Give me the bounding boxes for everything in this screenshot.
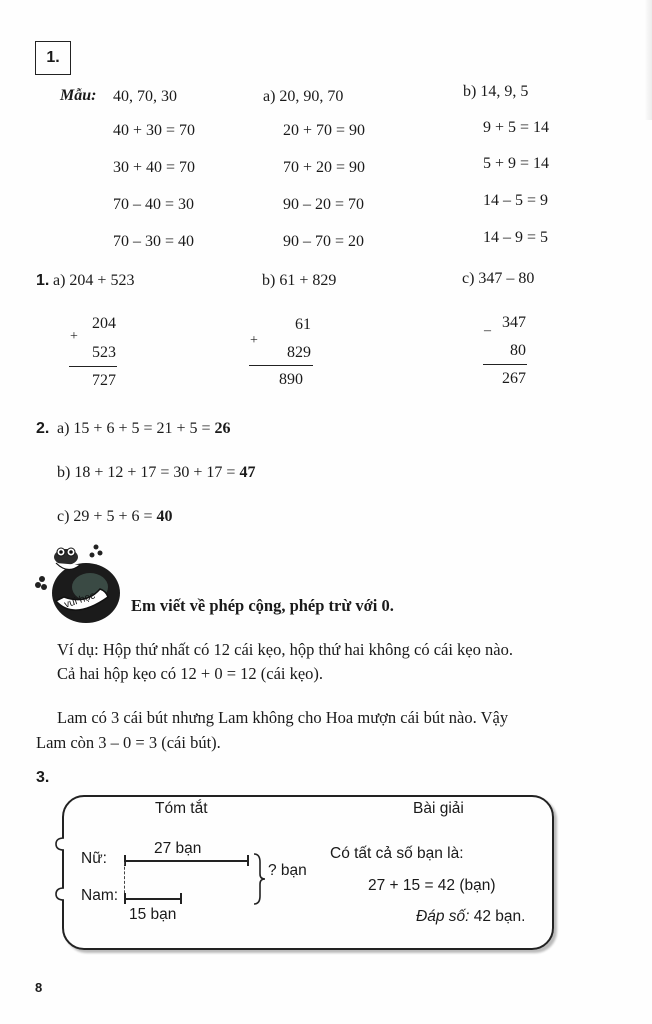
ex2-line-c <box>57 508 173 526</box>
girls-segment-end-tick <box>247 855 249 866</box>
summary-title: Tóm tắt <box>155 800 208 817</box>
sample-label: Mẫu: <box>60 87 97 104</box>
exercise-3-frame <box>62 795 554 950</box>
boys-count: 15 bạn <box>129 906 177 923</box>
ex2-line-c-answer: 40 <box>156 508 173 525</box>
column-c-operator: – <box>484 323 491 338</box>
column-a-result: 727 <box>92 372 116 389</box>
part-b-equation: 5 + 9 = 14 <box>483 155 550 172</box>
answer-line <box>416 908 525 926</box>
frame-clip-icon <box>54 836 72 906</box>
page-number: 8 <box>35 980 43 995</box>
column-b-result: 890 <box>279 371 303 388</box>
answer-value: 42 bạn. <box>469 908 526 925</box>
part-b-set: b) 14, 9, 5 <box>463 83 529 100</box>
ex2-line-b-expression: b) 18 + 12 + 17 = 30 + 17 = <box>57 464 240 481</box>
part-a-equation: 20 + 70 = 90 <box>283 122 366 139</box>
ex2-line-b <box>57 464 255 482</box>
boys-label: Nam: <box>81 887 119 904</box>
sample-equation: 70 – 30 = 40 <box>113 233 195 250</box>
paragraph-2-line-2: Lam còn 3 – 0 = 3 (cái bút). <box>36 733 221 752</box>
ex1-problem-c: c) 347 – 80 <box>462 270 535 287</box>
girls-count: 27 bạn <box>154 840 202 857</box>
page-edge-shadow <box>644 0 652 120</box>
ex2-line-b-answer: 47 <box>239 464 256 481</box>
column-b-rule <box>249 365 313 366</box>
column-a-bottom: 523 <box>92 344 116 361</box>
part-a-equation: 90 – 70 = 20 <box>283 233 365 250</box>
ex2-number: 2. <box>36 420 50 437</box>
girls-label: Nữ: <box>81 850 107 867</box>
sample-equation: 30 + 40 = 70 <box>113 159 196 176</box>
paragraph-2-line-1: Lam có 3 cái bút nhưng Lam không cho Hoa mượn cái bút nào. Vậy <box>57 708 509 727</box>
exercise-box-label: 1. <box>46 49 60 66</box>
exercise-number-box <box>35 41 71 75</box>
vui-hoc-badge <box>34 543 126 623</box>
ex2-line-a-expression: a) 15 + 6 + 5 = 21 + 5 = <box>57 420 215 437</box>
ex3-number: 3. <box>36 769 50 786</box>
girls-segment <box>124 860 249 862</box>
column-c-top: 347 <box>502 314 526 331</box>
boys-segment <box>124 898 182 900</box>
part-b-equation: 14 – 9 = 5 <box>483 229 549 246</box>
boys-segment-start-tick <box>124 893 126 904</box>
solution-title: Bài giải <box>413 800 464 817</box>
ex1-number: 1. <box>36 272 50 289</box>
column-a-top: 204 <box>92 315 116 332</box>
column-b-bottom: 829 <box>287 344 311 361</box>
column-a-rule <box>69 366 117 367</box>
column-c-result: 267 <box>502 370 526 387</box>
ex1-problem-b: b) 61 + 829 <box>262 272 337 289</box>
sample-equation: 70 – 40 = 30 <box>113 196 195 213</box>
part-b-equation: 9 + 5 = 14 <box>483 119 550 136</box>
column-c-rule <box>483 364 527 365</box>
column-c-bottom: 80 <box>510 342 526 359</box>
column-a-operator: + <box>70 329 78 344</box>
part-a-set: a) 20, 90, 70 <box>263 88 344 105</box>
part-a-equation: 70 + 20 = 90 <box>283 159 366 176</box>
solution-line-1: Có tất cả số bạn là: <box>330 845 464 862</box>
sample-set: 40, 70, 30 <box>113 88 177 105</box>
column-b-operator: + <box>250 333 258 348</box>
boys-segment-end-tick <box>180 893 182 904</box>
example-line-2: Cả hai hộp kẹo có 12 + 0 = 12 (cái kẹo). <box>57 664 324 683</box>
part-a-equation: 90 – 20 = 70 <box>283 196 365 213</box>
column-b-top: 61 <box>295 316 311 333</box>
solution-line-2: 27 + 15 = 42 (bạn) <box>368 877 496 894</box>
frog-mascot-icon <box>34 543 126 623</box>
total-brace-icon <box>252 852 266 906</box>
ex2-line-c-expression: c) 29 + 5 + 6 = <box>57 508 157 525</box>
ex2-line-a <box>57 420 231 438</box>
ex2-line-a-answer: 26 <box>214 420 231 437</box>
total-question: ? bạn <box>268 862 307 879</box>
example-line-1: Ví dụ: Hộp thứ nhất có 12 cái kẹo, hộp thứ hai không có cái kẹo nào. <box>57 640 513 659</box>
sample-equation: 40 + 30 = 70 <box>113 122 196 139</box>
ex1-problem-a: a) 204 + 523 <box>53 272 135 289</box>
part-b-equation: 14 – 5 = 9 <box>483 192 549 209</box>
vui-hoc-heading: Em viết về phép cộng, phép trừ với 0. <box>131 596 394 615</box>
vui-hoc-badge-text: vui học <box>63 590 97 611</box>
answer-label: Đáp số: <box>416 908 470 925</box>
